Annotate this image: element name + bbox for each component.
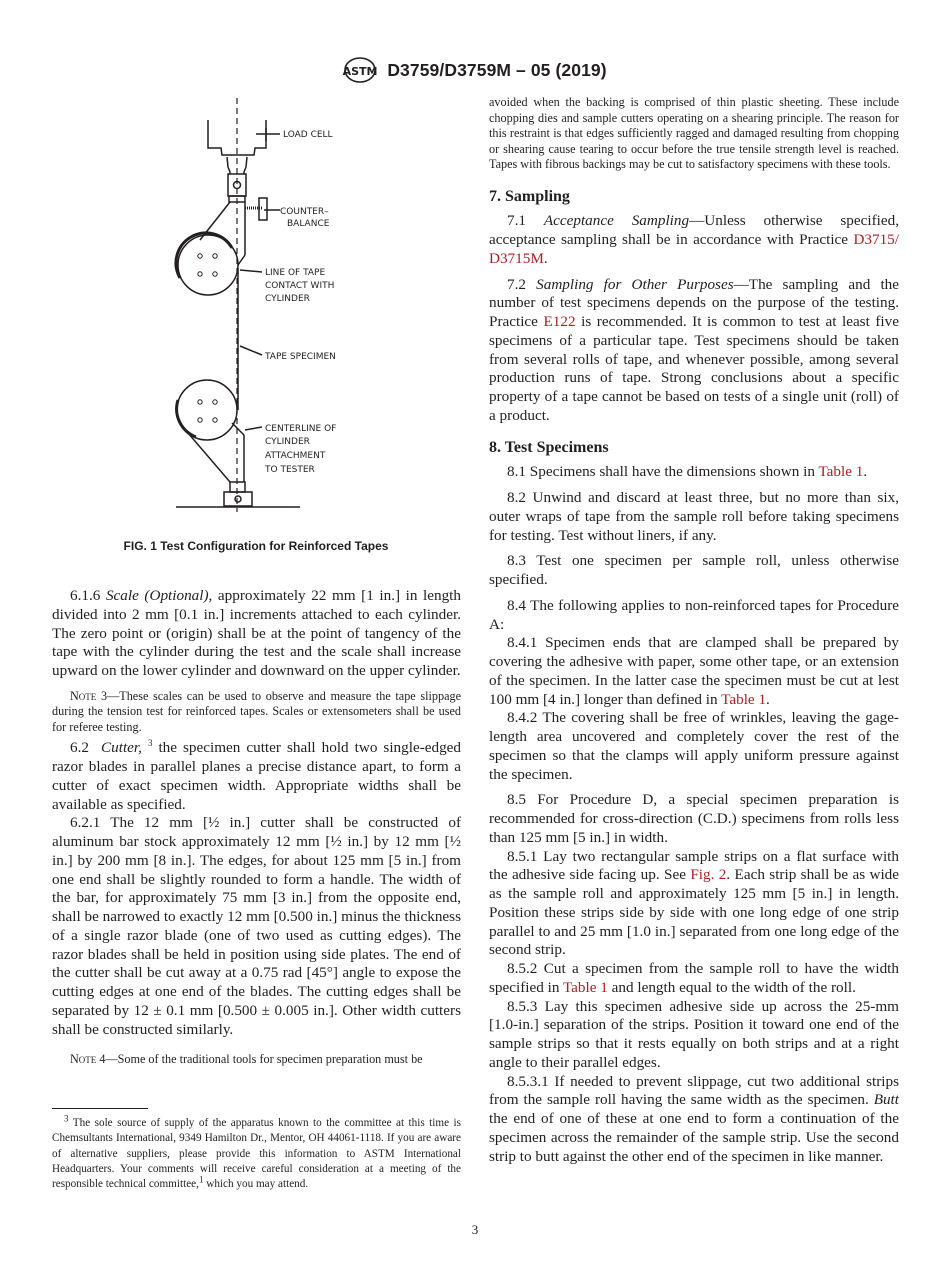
paragraph-8-4: 8.4 The following applies to non-reinforced tapes for Procedure A: (489, 596, 899, 633)
section-7-heading: 7. Sampling (489, 187, 570, 205)
label-counterbalance-2: BALANCE (287, 219, 330, 229)
link-fig-2[interactable]: Fig. 2 (690, 866, 727, 884)
left-column (52, 587, 461, 1068)
document-title: D3759/D3759M – 05 (2019) (387, 59, 607, 80)
paragraph-7-2: 7.2 Sampling for Other Purposes—The sampling and the number of test specimens depends on the purpose of the testing. Practice E122 is recommended. It is common to test at least five specimens of a particular tape. Test specimens should be taken from several rolls of tape, and whenever possible, among several production runs of tape. Strong conclusions about a specific property of a tape cannot be based on tests of a single unit (roll) of a product. (489, 275, 899, 424)
astm-logo-icon (343, 56, 377, 84)
paragraph-8-4-1: 8.4.1 Specimen ends that are clamped shall be prepared by covering the adhesive with paper, some other tape, or an extension of the specimen. In the latter case the specimen must be cut at lest 100 mm [4 in.] longer than defined in Table 1. (489, 634, 899, 708)
paragraph-8-2: 8.2 Unwind and discard at least three, but no more than six, outer wraps of tape from the sample roll before taking specimens for testing. Test without liners, if any. (489, 489, 899, 544)
footnote-ref-3[interactable]: 3 (147, 738, 153, 749)
figure-caption: FIG. 1 Test Configuration for Reinforced Tapes (123, 539, 389, 553)
link-table-1[interactable]: Table 1 (818, 463, 864, 481)
paragraph-8-5: 8.5 For Procedure D, a special specimen preparation is recommended for cross-direction (C.D.) specimens from rolls less than 125 mm [5 in.] in width. (489, 791, 899, 846)
note-3: Note 3—These scales can be used to observe and measure the tape slippage during the tension test for reinforced tapes. Scales or extensometers shall be used for referee testing. (52, 688, 461, 734)
right-column (489, 95, 899, 1166)
note-4-continued: avoided when the backing is comprised of thin plastic sheeting. These include chopping dies and sample cutters operating on a shearing principle. The reason for this restraint is that edges sufficiently ragged and damaged resulting from chopping or shearing cause tearing to occur before the true tensile strength level is reached. Tapes with fibrous backings may be cut to satisfactory specimens with these tools. (489, 95, 899, 171)
paragraph-8-3: 8.3 Test one specimen per sample roll, unless otherwise specified. (489, 552, 899, 588)
paragraph-6-2: 6.2 Cutter, $^3$ the specimen cutter shall hold two single-edged razor blades in parallel planes a precise distance apart, to form a cutter of exact specimen width. Appropriate widths shall be available as specified. (52, 738, 462, 813)
footnote-divider (52, 1108, 148, 1109)
paragraph-8-5-1: 8.5.1 Lay two rectangular sample strips on a flat surface with the adhesive side facing up. See Fig. 2. Each strip shall be as wide as the sample roll and approximately 125 mm [5 in.] in length. Position these strips side by side with one long edge of one strip parallel to and 25 mm [1.0 in.] separated from one long edge of the second strip. (489, 847, 900, 959)
label-centerline-3: ATTACHMENT (265, 451, 326, 461)
paragraph-8-5-3-1: 8.5.3.1 If needed to prevent slippage, cut two additional strips from the sample roll having the same width as the specimen. Butt the end of one of these at one end to form a continuation of the specimen across the remainder of the sample strip. Use the second strip to butt against the other end of the specimen in like manner. (489, 1072, 899, 1165)
paragraph-8-1: 8.1 Specimens shall have the dimensions shown in Table 1. (507, 463, 868, 481)
page-number: 3 (471, 1222, 479, 1237)
label-counterbalance-1: COUNTER– (280, 207, 329, 217)
paragraph-8-5-3: 8.5.3 Lay this specimen adhesive side up across the 25-mm [1.0-in.] separation of the strips. Position it toward one end of the sample strips so that it rests equally on both strips and at a right angle to their parallel edges. (489, 997, 899, 1071)
svg-text:ASTM: ASTM (343, 65, 378, 78)
note-4: Note 4—Some of the traditional tools for specimen preparation must be (70, 1052, 423, 1067)
link-e122[interactable]: E122 (543, 313, 576, 330)
paragraph-8-4-2: 8.4.2 The covering shall be free of wrinkles, leaving the gage-length area uncovered and completely cover the rest of the specimen so that the clamps will apply uniform pressure against the specimen. (489, 709, 899, 783)
label-line-of-tape-2: CONTACT WITH (265, 281, 335, 291)
term-cutter: Cutter, (101, 739, 142, 757)
label-centerline-4: TO TESTER (265, 465, 315, 475)
paragraph-7-1: 7.1 Acceptance Sampling—Unless otherwise specified, acceptance sampling shall be in accordance with Practice D3715/ D3715M. (489, 212, 900, 267)
label-centerline-1: CENTERLINE OF (265, 424, 337, 434)
term-scale: Scale (Optional), (105, 587, 213, 604)
label-tape-specimen: TAPE SPECIMEN (265, 352, 336, 362)
link-table-1[interactable]: Table 1 (562, 978, 608, 996)
link-table-1[interactable]: Table 1 (721, 690, 767, 708)
label-line-of-tape-1: LINE OF TAPE (265, 268, 326, 278)
label-centerline-2: CYLINDER (265, 437, 310, 447)
label-line-of-tape-3: CYLINDER (265, 294, 310, 304)
paragraph-8-5-2: 8.5.2 Cut a specimen from the sample roll to have the width specified in Table 1 and length equal to the width of the roll. (489, 960, 899, 996)
label-load-cell: LOAD CELL (283, 130, 333, 140)
paragraph-6-1-6: 6.1.6 Scale (Optional), approximately 22 mm [1 in.] in length divided into 2 mm [0.1 in.] increments attached to each cylinder. The zero point or (origin) shall be at the point of tangency of the tape with the cylinder during the test and the scale shall increase upward on the lower cylinder and downward on the upper cylinder. (52, 587, 461, 679)
figure-1-diagram (160, 95, 420, 525)
page-header (0, 56, 950, 84)
section-8-heading: 8. Test Specimens (489, 438, 609, 456)
footnote-3: $^3$ The sole source of supply of the apparatus known to the committee at this time is Chemsultants International, 9349 Hamilton Dr., Mentor, OH 44061-1118. If you are aware of alternative suppliers, please provide this information to ASTM International Headquarters. Your comments will receive careful consideration at a meeting of the responsible technical committee,$^1$ which you may attend. (52, 1113, 461, 1191)
test-configuration-diagram (160, 95, 420, 525)
paragraph-6-2-1: 6.2.1 The 12 mm [½ in.] cutter shall be constructed of aluminum bar stock approximately 12 mm [½ in.] by 12 mm [½ in.] by 200 mm [8 in.]. The edges, for about 125 mm [5 in.] from one end shall be slightly rounded to form a handle. The width of the bar, for approximately 75 mm [3 in.] from the opposite end, shall be narrowed to exactly 12 mm [0.500 in.] minus the thickness of a single razor blade (one of two used as cutting edges). The razor blades shall be held in position using side plates. The end of the cutter shall be cut away at a 0.75 rad [45°] angle to expose the cutting edges at one end of the blades. The cutting edges shall be separated by 12 ± 0.1 mm [0.500 ± 0.005 in.]. Other width cutters shall be constructed similarly. (52, 814, 461, 1038)
link-d3715[interactable]: D3715/ D3715M (489, 231, 899, 267)
